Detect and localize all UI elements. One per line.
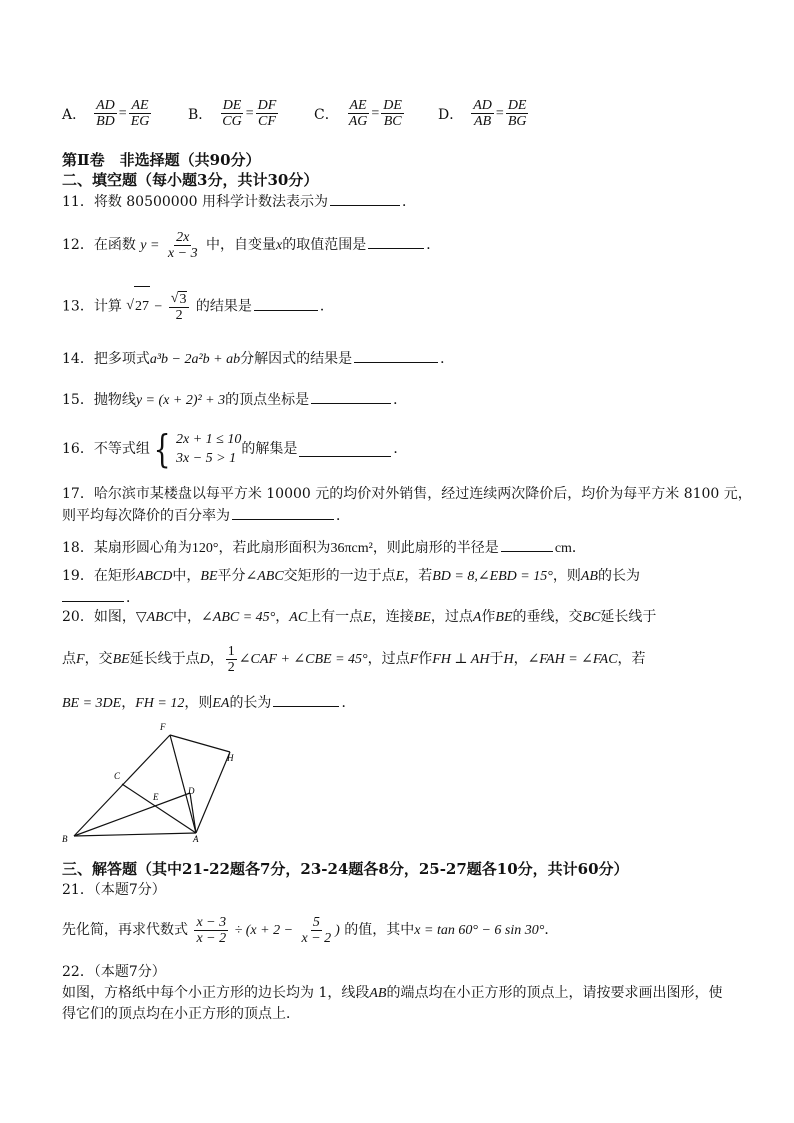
q20-text: 中， — [173, 609, 202, 625]
q19-be: BE — [200, 569, 218, 584]
q20-math: BC — [582, 610, 601, 625]
q19-ang: ∠ABC — [245, 569, 284, 584]
question-17-line-1: 17．哈尔滨市某楼盘以每平方米 10000 元的均价对外销售，经过连续两次降价后，均价为每平方米 8100 元， — [62, 486, 752, 502]
denominator: x − 2 — [196, 930, 227, 946]
fraction — [226, 644, 237, 675]
fraction — [194, 915, 228, 946]
q20-text: 作 — [418, 651, 433, 667]
question-22-line-1 — [62, 983, 722, 1004]
q20-text: 延长线于 — [600, 609, 657, 625]
q12-pre: 12．在函数 — [62, 237, 136, 253]
q15-expr: y = (x + 2)² + 3 — [135, 393, 226, 408]
numerator: √ 3 — [169, 291, 190, 308]
q19-end: ． — [126, 590, 140, 606]
fraction — [506, 98, 529, 129]
q14-end: ． — [440, 351, 455, 367]
numerator: 5 — [312, 914, 320, 930]
denominator: EG — [130, 114, 150, 129]
q20-text: ，若 — [617, 651, 646, 667]
q21-close: ) — [335, 923, 340, 938]
q20-math: ∠CAF + ∠CBE = 45° — [238, 652, 368, 667]
answer-blank[interactable] — [354, 348, 438, 363]
question-19 — [62, 566, 640, 587]
q20-math: EA — [212, 696, 230, 711]
q20-math: AC — [289, 610, 308, 625]
q12-y: y = — [140, 238, 160, 253]
denominator: 2 — [227, 659, 235, 675]
option-c: C． $\frac{AE}{AG}$ = $\frac{DE}{BC}$ — [314, 98, 402, 129]
q18-unit: cm． — [554, 541, 586, 556]
denominator: BD — [96, 114, 115, 129]
question-21 — [62, 910, 558, 951]
label-b: B — [62, 834, 68, 844]
fraction — [381, 98, 404, 129]
q22-text: 如图，方格纸中每个小正方形的边长均为 1，线段 — [62, 985, 370, 1001]
fraction — [256, 98, 279, 129]
option-letter: D． — [438, 106, 464, 123]
q20-math: ∠ABC = 45° — [201, 610, 276, 625]
q13-end: ． — [319, 298, 334, 315]
fraction — [347, 98, 370, 129]
q20-text: 的长为 — [229, 695, 272, 711]
denominator: CF — [258, 114, 276, 129]
q15-post: 的顶点坐标是 — [225, 392, 310, 408]
question-22-header: 22．（本题7分） — [62, 964, 166, 980]
q19-text: 交矩形的一边于点 — [283, 568, 396, 584]
q22-text: 的端点均在小正方形的顶点上，请按要求画出图形，使 — [386, 985, 723, 1001]
question-12 — [62, 226, 440, 265]
numerator: 1 — [227, 643, 235, 659]
fraction — [129, 98, 152, 129]
denominator: x − 3 — [167, 245, 198, 261]
q20-text: ，连接 — [371, 609, 414, 625]
q11-end: ． — [401, 194, 416, 210]
q18-post: ，则此扇形的半径是 — [372, 540, 499, 556]
label-e: E — [153, 792, 159, 802]
q19-cond: BD = 8,∠EBD = 15° — [432, 569, 553, 584]
denominator: CG — [222, 114, 242, 129]
q18-mid: ，若此扇形面积为 — [218, 540, 331, 556]
fraction — [94, 98, 117, 129]
answer-blank[interactable] — [299, 442, 391, 457]
q20-text: ，过点 — [367, 651, 410, 667]
q19-text: ，则 — [552, 568, 581, 584]
q13-minus: − — [154, 299, 163, 315]
answer-blank[interactable] — [311, 389, 391, 404]
fraction — [166, 230, 200, 261]
denominator: AG — [348, 114, 368, 129]
segment-bf — [74, 735, 170, 836]
numerator: x − 3 — [196, 914, 227, 930]
question-20-line-1 — [62, 607, 656, 628]
sqrt-27: √ 27 — [126, 286, 150, 327]
q16-end: ． — [393, 441, 408, 457]
label-h: H — [227, 753, 234, 763]
q20-text: ，过点 — [430, 609, 473, 625]
q20-math: H — [503, 652, 514, 667]
q15-pre: 15．抛物线 — [62, 392, 136, 408]
inequality-system: { 2x + 1 ≤ 10 3x − 5 > 1 — [153, 427, 242, 471]
label-d: D — [188, 786, 195, 796]
fraction — [169, 291, 190, 323]
q18-pre: 18．某扇形圆心角为 — [62, 540, 192, 556]
denominator: 2 — [175, 307, 183, 323]
q12-post: 的取值范围是 — [282, 237, 367, 253]
question-16 — [62, 428, 407, 470]
question-17-line-2 — [62, 505, 350, 526]
numerator: AE — [349, 98, 367, 113]
question-15 — [62, 389, 407, 411]
q20-math: BE — [495, 610, 513, 625]
q21-text: 的值，其中 — [344, 922, 415, 938]
denominator: x − 2 — [301, 930, 332, 946]
radicand: 27 — [134, 286, 150, 327]
question-21-header: 21．（本题7分） — [62, 882, 166, 898]
q18-area: 36πcm² — [330, 541, 373, 556]
q20-math: FH ⊥ AH — [432, 652, 490, 667]
q20-text: 点 — [62, 651, 76, 667]
q20-text: 20．如图， — [62, 609, 136, 625]
inequality-2: 3x − 5 > 1 — [176, 451, 237, 466]
q20-math: F — [76, 652, 85, 667]
question-14 — [62, 348, 454, 370]
inequality-1: 2x + 1 ≤ 10 — [176, 432, 242, 447]
numerator: DF — [257, 98, 277, 113]
numerator: AD — [473, 98, 492, 113]
q20-math: E — [363, 610, 372, 625]
geometry-figure — [60, 720, 250, 846]
section3-title: 三、解答题（其中21-22题各7分，23-24题各8分，25-27题各10分，共计60分） — [62, 860, 629, 878]
label-c: C — [114, 771, 121, 781]
denominator: BC — [383, 114, 402, 129]
question-20-line-3 — [62, 692, 355, 714]
denominator: AB — [474, 114, 492, 129]
question-22-line-2: 得它们的顶点均在小正方形的顶点上． — [62, 1006, 300, 1022]
q19-pre: 19．在矩形 — [62, 568, 136, 584]
q20-math: FH = 12 — [135, 696, 185, 711]
q20-text: ， — [275, 609, 290, 625]
part2-title: 第Ⅱ卷 非选择题（共90分） — [62, 151, 261, 169]
q20-math: A — [472, 610, 482, 625]
q20-text: 上有一点 — [307, 609, 364, 625]
fraction — [220, 98, 243, 129]
q20-math: BE — [112, 652, 130, 667]
q11-text: 11．将数 80500000 用科学计数法表示为 — [62, 194, 328, 210]
q16-pre: 16．不等式组 — [62, 441, 150, 457]
numerator: 2x — [176, 229, 190, 245]
q12-x: x — [276, 238, 283, 253]
numerator: DE — [383, 98, 402, 113]
q19-e: E — [395, 569, 405, 584]
q18-angle: 120° — [191, 541, 219, 556]
segment-ba — [74, 833, 196, 836]
option-a: A． $\frac{AD}{BD}$ = $\frac{AE}{EG}$ — [62, 98, 150, 129]
q19-post: 的长为 — [597, 568, 640, 584]
denominator: BG — [507, 114, 527, 129]
fraction — [300, 915, 334, 946]
q20-math: ∠FAH = ∠FAC — [527, 652, 618, 667]
question-19-blank-line — [62, 587, 140, 608]
radicand: 3 — [179, 291, 187, 307]
q20-math: D — [199, 652, 210, 667]
q20-text: ， — [121, 695, 136, 711]
label-f: F — [160, 722, 166, 732]
question-18 — [62, 537, 586, 559]
answer-blank[interactable] — [232, 505, 334, 520]
section2-title: 二、填空题（每小题3分，共计30分） — [62, 171, 319, 189]
q14-pre: 14．把多项式 — [62, 351, 150, 367]
q19-text: ，若 — [404, 568, 433, 584]
q22-ab: AB — [369, 986, 387, 1001]
q20-math: ▽ABC — [135, 610, 174, 625]
q20-text: ， — [513, 651, 528, 667]
answer-blank[interactable] — [368, 234, 424, 249]
q14-expr: a³b − 2a²b + ab — [149, 352, 241, 367]
answer-blank[interactable] — [273, 692, 339, 707]
option-letter: A． — [62, 106, 87, 123]
q20-math: BE — [413, 610, 431, 625]
q21-text: ． — [544, 922, 559, 938]
answer-blank[interactable] — [254, 296, 318, 311]
fraction — [471, 98, 494, 129]
option-letter: C． — [314, 106, 339, 123]
q21-cond: x = tan 60° − 6 sin 30° — [414, 923, 545, 938]
question-20-line-2 — [62, 640, 646, 679]
numerator: DE — [507, 98, 527, 113]
q21-text: 先化简，再求代数式 — [62, 922, 188, 938]
q20-text: ， — [209, 651, 224, 667]
q19-text: 中， — [172, 568, 201, 584]
q21-div: ÷ (x + 2 − — [234, 923, 294, 938]
q12-end: ． — [426, 237, 441, 253]
q12-mid: 中，自变量 — [206, 237, 277, 253]
q20-text: 的垂线，交 — [512, 609, 583, 625]
numerator: AE — [131, 98, 149, 113]
q19-rect: ABCD — [135, 569, 173, 584]
q20-text: ，交 — [84, 651, 113, 667]
answer-blank[interactable] — [62, 587, 124, 602]
answer-blank[interactable] — [330, 191, 400, 206]
numerator: AD — [96, 98, 115, 113]
q19-ab: AB — [580, 569, 598, 584]
q14-post: 分解因式的结果是 — [240, 351, 353, 367]
answer-blank[interactable] — [501, 537, 553, 552]
question-13 — [62, 286, 334, 328]
q20-text: ． — [341, 695, 356, 711]
q13-pre: 13．计算 — [62, 298, 122, 315]
q20-math: BE = 3DE — [62, 696, 122, 711]
option-b: B． $\frac{DE}{CG}$ = $\frac{DF}{CF}$ — [188, 98, 277, 129]
segment-fh — [170, 735, 230, 752]
q20-text: 延长线于点 — [129, 651, 200, 667]
label-a: A — [193, 834, 199, 844]
option-letter: B． — [188, 106, 213, 123]
q20-text: 作 — [481, 609, 496, 625]
q19-text: 平分 — [217, 568, 246, 584]
q17-end: ． — [336, 508, 350, 524]
option-d: D． $\frac{AD}{AB}$ = $\frac{DE}{BG}$ — [438, 98, 527, 129]
segment-ha — [196, 752, 230, 833]
segment-bd — [74, 793, 190, 836]
q16-post: 的解集是 — [241, 441, 298, 457]
q20-text: 于 — [489, 651, 504, 667]
q15-end: ． — [393, 392, 408, 408]
numerator: DE — [222, 98, 242, 113]
q20-math: F — [409, 652, 419, 667]
question-11 — [62, 191, 416, 212]
q13-post: 的结果是 — [195, 298, 252, 315]
q17-line2-text: 则平均每次降价的百分率为 — [62, 508, 230, 524]
q20-text: ，则 — [184, 695, 213, 711]
